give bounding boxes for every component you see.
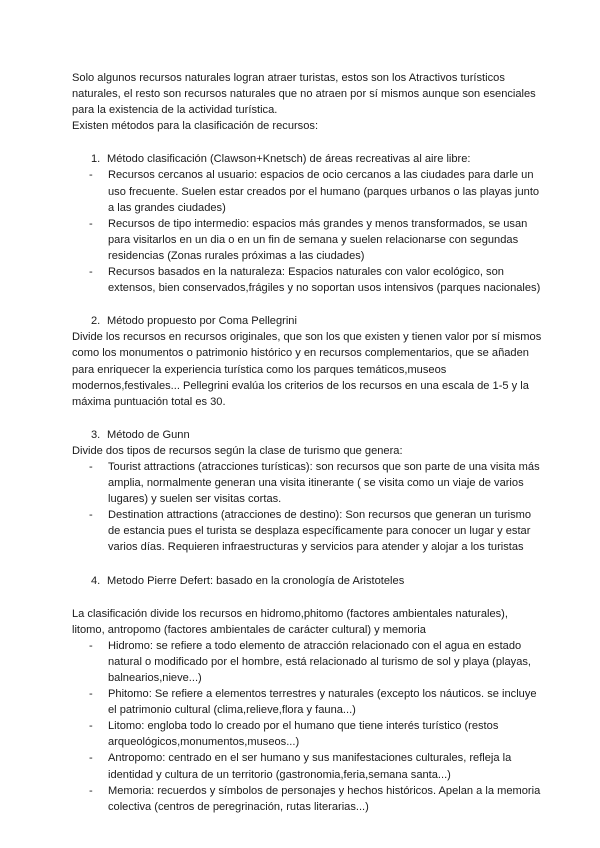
list-item-text: Memoria: recuerdos y símbolos de personajes y hechos históricos. Apelan a la memoria colectiva (centros de peregrinación, rutas literarias...) [108,784,541,813]
bullet-dash: - [89,720,93,733]
section-2-title: Método propuesto por Coma Pellegrini [107,315,297,328]
section-3-number: 3. [91,428,101,441]
section-4-number: 4. [91,574,101,587]
list-item [89,638,542,686]
section-4-heading [91,573,542,589]
section-1-number: 1. [91,153,101,166]
list-item-text: Recursos de tipo intermedio: espacios más grandes y menos transformados, se usan para visitarlos en un dia o en un fin de semana y suelen relacionarse con segundas residencias (Zonas rurales próximas a las ciudades) [108,217,528,262]
list-item [89,686,542,718]
list-item [89,216,542,264]
list-item [89,750,542,782]
list-item-text: Tourist attractions (atracciones turísticas): son recursos que son parte de una visita más amplia, normalmente generan una visita itinerante ( se visita como un viaje de varios lugares) y suelen ser visitas cortas. [108,460,540,506]
bullet-dash: - [89,509,93,522]
list-item [89,264,542,296]
bullet-dash: - [89,784,93,797]
list-item-text: Recursos cercanos al usuario: espacios de ocio cercanos a las ciudades para darle un uso frecuente. Suelen estar creados por el humano (parques urbanos o las playas junto a las grandes ciudades) [108,169,540,214]
intro-paragraph: Solo algunos recursos naturales logran atraer turistas, estos son los Atractivos turísticos naturales, el resto son recursos naturales que no atraen por sí mismos aunque son esenciales para la existencia de la actividad turística. [72,72,536,117]
section-2-number: 2. [91,315,101,328]
list-item-text: Litomo: engloba todo lo creado por el humano que tiene interés turístico (restos arqueológicos,monumentos,museos...) [108,720,499,749]
section-3-list [89,459,542,556]
bullet-dash: - [89,688,93,701]
bullet-dash: - [89,460,93,473]
section-2-heading [91,313,542,329]
list-item [89,783,542,815]
section-2-text: Divide los recursos en recursos originales, que son los que existen y tienen valor por sí mismos como los monumentos o patrimonio histórico y en recursos complementarios, que se añaden para enriquecer la experiencia turística como los parques temáticos,museos modernos,festivales... Pellegrini evalúa los criterios de los recursos en una escala de 1-5 y la máxima puntuación total es 30. [72,331,542,408]
section-3-text: Divide dos tipos de recursos según la clase de turismo que genera: [72,444,403,457]
section-1-heading [91,151,542,167]
section-1-list [89,167,542,296]
list-item-text: Recursos basados en la naturaleza: Espacios naturales con valor ecológico, son extensos, bien conservados,frágiles y no soportan usos intensivos (parques nacionales) [108,266,541,295]
list-item [89,507,542,555]
bullet-dash: - [89,169,93,182]
list-item [89,718,542,750]
section-1-title: Método clasificación (Clawson+Knetsch) de áreas recreativas al aire libre: [107,153,471,166]
section-4-list [89,638,542,815]
bullet-dash: - [89,217,93,230]
list-item-text: Destination attractions (atracciones de destino): Son recursos que generan un turismo de estancia pues el turista se desplaza específicamente para conocer un lugar y estar varios días. Requieren infraestructuras y servicios para atender y alojar a los turistas [108,509,532,554]
bullet-dash: - [89,752,93,765]
section-4-title: Metodo Pierre Defert: basado en la cronología de Aristoteles [107,574,405,587]
intro-methods-line: Existen métodos para la clasificación de recursos: [72,120,319,133]
list-item-text: Phitomo: Se refiere a elementos terrestres y naturales (excepto los náuticos. se incluye el patrimonio cultural (clima,relieve,flora y fauna...) [108,688,537,717]
list-item-text: Hidromo: se refiere a todo elemento de atracción relacionado con el agua en estado natural o modificado por el hombre, está relacionado al turismo de sol y playa (playas, balnearios,nieve...) [108,639,532,684]
list-item [89,459,542,507]
section-4-text: La clasificación divide los recursos en hidromo,phitomo (factores ambientales naturales), litomo, antropomo (factores ambientales de carácter cultural) y memoria [72,607,508,636]
section-3-title: Método de Gunn [107,428,190,441]
bullet-dash: - [89,639,93,652]
list-item-text: Antropomo: centrado en el ser humano y sus manifestaciones culturales, refleja la identidad y cultura de un territorio (gastronomia,feria,semana santa...) [108,752,512,781]
bullet-dash: - [89,266,93,279]
list-item [89,167,542,215]
section-3-heading [91,427,542,443]
